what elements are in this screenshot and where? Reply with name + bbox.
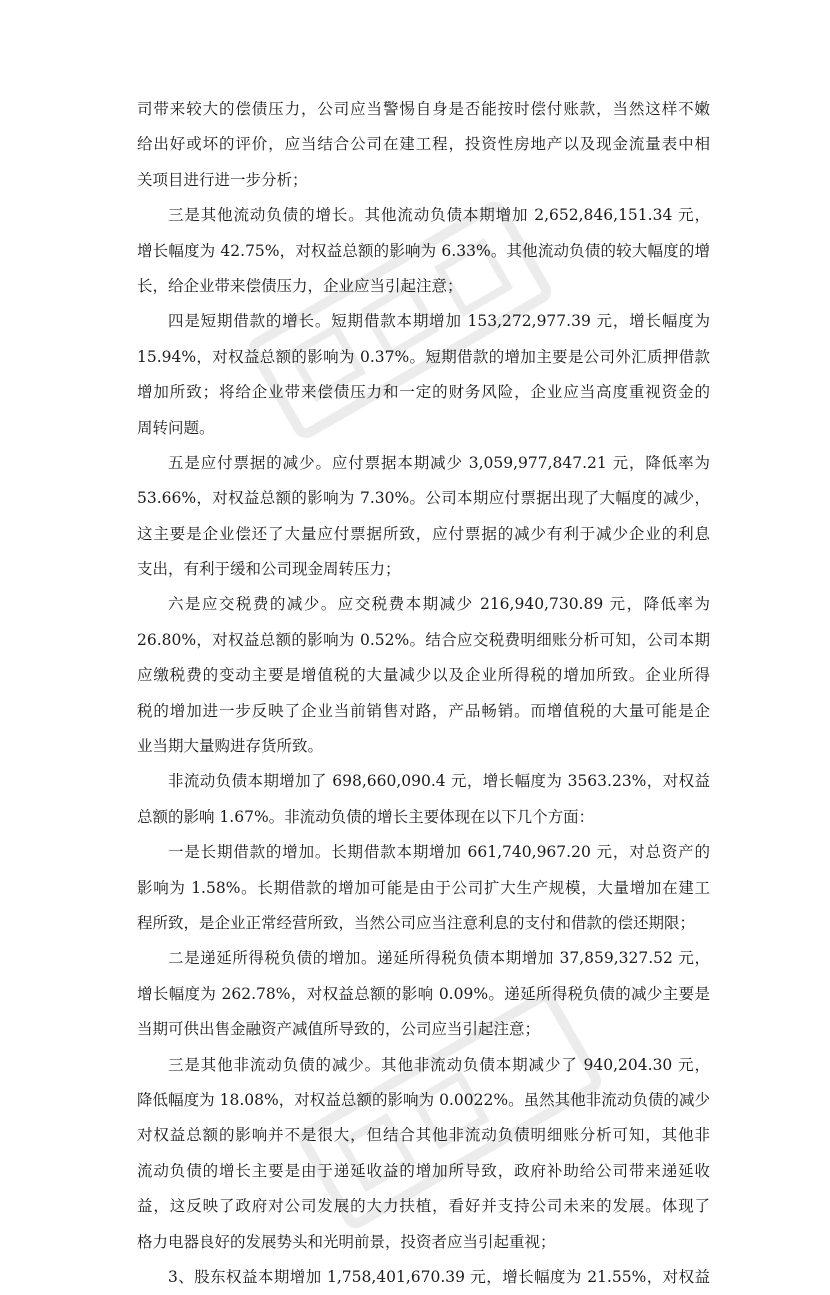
text-line: 四是短期借款的增长。短期借款本期增加 153,272,977.39 元，增长幅度为 bbox=[168, 312, 710, 331]
text-line: 程所致，是企业正常经营所致，当然公司应当注意利息的支付和借款的偿还期限； bbox=[137, 913, 696, 932]
text-line: 税的增加进一步反映了企业当前销售对路，产品畅销。而增值税的大量可能是企 bbox=[137, 701, 710, 720]
text-line: 对权益总额的影响并不是很大，但结合其他非流动负债明细账分析可知，其他非 bbox=[137, 1126, 710, 1145]
text-line: 支出，有利于缓和公司现金周转压力； bbox=[137, 560, 401, 579]
text-line: 15.94%，对权益总额的影响为 0.37%。短期借款的增加主要是公司外汇质押借款 bbox=[137, 347, 710, 366]
text-line: 应缴税费的变动主要是增值税的大量减少以及企业所得税的增加所致。企业所得 bbox=[137, 666, 710, 685]
text-line: 26.80%，对权益总额的影响为 0.52%。结合应交税费明细账分析可知，公司本期 bbox=[137, 630, 710, 649]
text-line: 影响为 1.58%。长期借款的增加可能是由于公司扩大生产规模，大量增加在建工 bbox=[137, 878, 710, 897]
text-line: 二是递延所得税负债的增加。递延所得税负债本期增加 37,859,327.52 元， bbox=[168, 949, 710, 968]
text-line: 业当期大量购进存货所致。 bbox=[137, 737, 324, 756]
text-line: 三是其他流动负债的增长。其他流动负债本期增加 2,652,846,151.34 元， bbox=[168, 206, 710, 225]
text-line: 增长幅度为 42.75%，对权益总额的影响为 6.33%。其他流动负债的较大幅度的增 bbox=[137, 241, 710, 260]
text-line: 一是长期借款的增加。长期借款本期增加 661,740,967.20 元，对总资产的 bbox=[168, 843, 710, 862]
text-line: 降低幅度为 18.08%，对权益总额的影响为 0.0022%。虽然其他非流动负债的减少 bbox=[137, 1090, 710, 1109]
document-body bbox=[137, 92, 710, 1295]
text-line: 当期可供出售金融资产减值所导致的，公司应当引起注意； bbox=[137, 1020, 541, 1039]
text-line: 格力电器良好的发展势头和光明前景，投资者应当引起重视； bbox=[137, 1232, 556, 1251]
text-line: 给出好或坏的评价，应当结合公司在建工程，投资性房地产以及现金流量表中相 bbox=[137, 135, 710, 154]
text-line: 53.66%，对权益总额的影响为 7.30%。公司本期应付票据出现了大幅度的减少， bbox=[137, 489, 710, 508]
text-line: 司带来较大的偿债压力，公司应当警惕自身是否能按时偿付账款，当然这样不嫩 bbox=[137, 100, 710, 118]
text-line: 总额的影响 1.67%。非流动负债的增长主要体现在以下几个方面： bbox=[137, 807, 595, 826]
text-line: 增长幅度为 262.78%，对权益总额的影响 0.09%。递延所得税负债的减少主要是 bbox=[137, 984, 710, 1003]
text-line: 益，这反映了政府对公司发展的大力扶植，看好并支持公司未来的发展。体现了 bbox=[137, 1197, 710, 1216]
text-line: 五是应付票据的减少。应付票据本期减少 3,059,977,847.21 元，降低率为 bbox=[168, 453, 710, 472]
text-line: 增加所致；将给企业带来偿债压力和一定的财务风险，企业应当高度重视资金的 bbox=[137, 383, 710, 402]
text-line: 非流动负债本期增加了 698,660,090.4 元，增长幅度为 3563.23%，对权益 bbox=[168, 772, 710, 791]
text-line: 长，给企业带来偿债压力，企业应当引起注意； bbox=[137, 276, 463, 295]
text-line: 三是其他非流动负债的减少。其他非流动负债本期减少了 940,204.30 元， bbox=[168, 1055, 710, 1074]
text-line: 这主要是企业偿还了大量应付票据所致，应付票据的减少有利于减少企业的利息 bbox=[137, 524, 710, 543]
text-line: 3、股东权益本期增加 1,758,401,670.39 元，增长幅度为 21.55%，对权益 bbox=[168, 1267, 710, 1286]
text-line: 关项目进行进一步分析； bbox=[137, 170, 308, 189]
text-line: 周转问题。 bbox=[137, 418, 215, 437]
text-line: 流动负债的增长主要是由于递延收益的增加所导致，政府补助给公司带来递延收 bbox=[137, 1161, 710, 1180]
text-line: 六是应交税费的减少。应交税费本期减少 216,940,730.89 元，降低率为 bbox=[168, 595, 710, 614]
